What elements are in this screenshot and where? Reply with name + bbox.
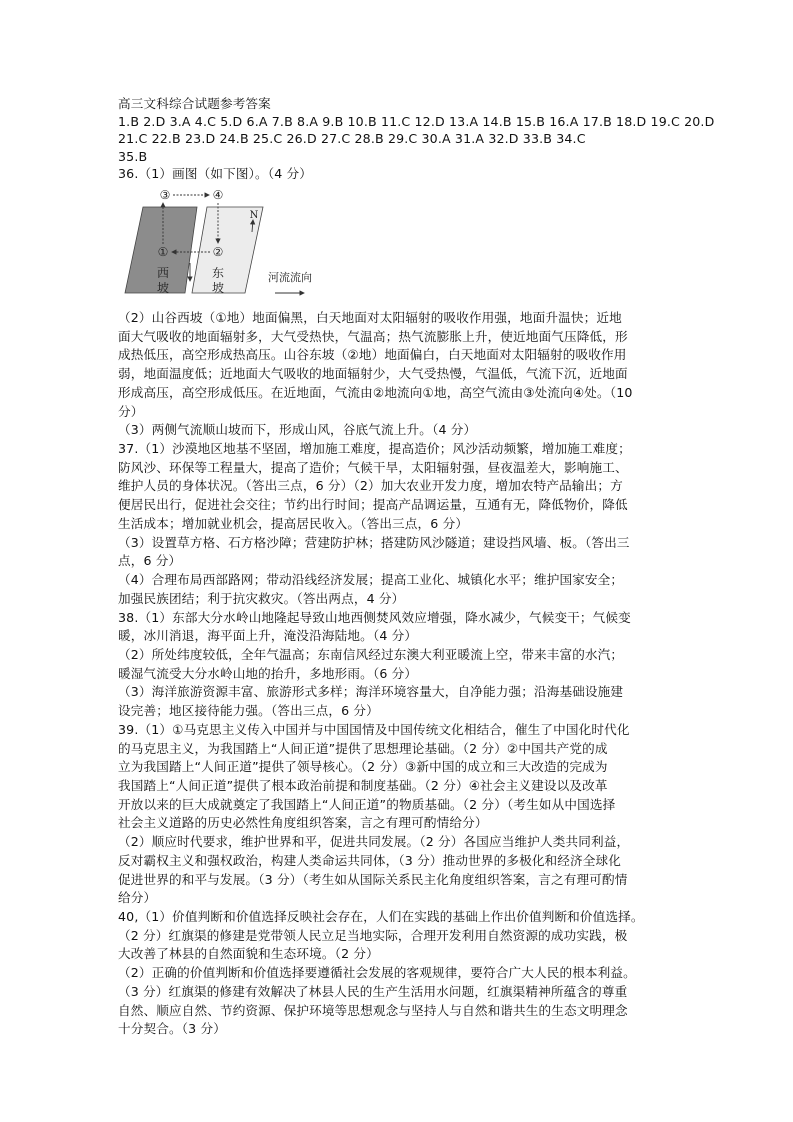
answer-line: 的马克思主义，为我国踏上“人间正道”提供了思想理论基础。（2 分）②中国共产党的成	[118, 740, 608, 756]
answer-line: 40,（1）价值判断和价值选择反映社会存在，人们在实践的基础上作出价值判断和价值选择。	[118, 909, 644, 924]
answer-line: （3 分）红旗渠的修建有效解决了林县人民的生产生活用水问题，红旗渠精神所蕴含的尊重	[118, 983, 628, 999]
answer-line: 反对霸权主义和强权政治，构建人类命运共同体，（3 分）推动世界的多极化和经济全球化	[118, 852, 622, 868]
answer-line: 立为我国踏上“人间正道”提供了领导核心。（2 分）③新中国的成立和三大改造的完成为	[118, 759, 608, 775]
answer-line: （3）海洋旅游资源丰富、旅游形式多样；海洋环境容量大，自净能力强；沿海基础设施建	[118, 684, 624, 700]
north-label: N	[249, 210, 259, 221]
point-4-label: ④	[212, 188, 224, 202]
answer-line: 十分契合。（3 分）	[118, 1021, 226, 1037]
answer-line: （2 分）红旗渠的修建是党带领人民立足当地实际，合理开发利用自然资源的成功实践，极	[118, 927, 628, 943]
west-slope-label-2: 坡	[156, 281, 170, 295]
answer-body	[118, 309, 644, 1039]
answer-line: （3）设置草方格、石方格沙障；营建防护林；搭建防风沙隧道；建设挡风墙、板。（答出三	[118, 534, 630, 550]
answer-line: 社会主义道路的历史必然性角度组织答案，言之有理可酌情给分）	[118, 815, 488, 831]
header-line: 36.（1）画图（如下图）。（4 分）	[118, 166, 313, 182]
answer-line: （2）正确的价值判断和价值选择要遵循社会发展的客观规律，要符合广大人民的根本利益。	[118, 965, 636, 981]
point-3-label: ③	[159, 188, 171, 202]
point-2-label: ②	[212, 245, 224, 259]
answer-line: 加强民族团结；利于抗灾救灾。（答出两点，4 分）	[118, 590, 405, 606]
header-line: 35.B	[118, 148, 148, 164]
answer-line: 给分）	[118, 890, 157, 906]
answer-line: （2）顺应时代要求，维护世界和平，促进共同发展。（2 分）各国应当维护人类共同利益，	[118, 834, 630, 850]
answer-line: 39.（1）①马克思主义传入中国并与中国国情及中国传统文化相结合，催生了中国化时代化	[118, 721, 630, 737]
header-line: 21.C 22.B 23.D 24.B 25.C 26.D 27.C 28.B 29.C 30.A 31.A 32.D 33.B 34.C	[118, 131, 586, 147]
header-line: 1.B 2.D 3.A 4.C 5.D 6.A 7.B 8.A 9.B 10.B 11.C 12.D 13.A 14.B 15.B 16.A 17.B 18.D 19.C 20.D	[118, 113, 715, 129]
answer-line: 生活成本；增加就业机会，提高居民收入。（答出三点，6 分）	[118, 515, 469, 531]
point-1-label: ①	[157, 245, 169, 259]
answer-line: 大改善了林县的自然面貌和生态环境。（2 分）	[118, 946, 379, 962]
answer-line: 点，6 分）	[118, 553, 182, 569]
answer-line: 37.（1）沙漠地区地基不坚固，增加施工难度，提高造价；风沙活动频繁，增加施工难度；	[118, 441, 631, 457]
answer-line: 促进世界的和平与发展。（3 分）（考生如从国际关系民主化角度组织答案，言之有理可酌情	[118, 871, 628, 887]
river-direction-label: 河流流向	[268, 271, 312, 284]
answer-line: 开放以来的巨大成就奠定了我国踏上“人间正道”的物质基础。（2 分）（考生如从中国选择	[118, 796, 616, 812]
answer-line: 面大气吸收的地面辐射多，大气受热快，气温高；热气流膨胀上升，使近地面气压降低，形	[118, 328, 628, 344]
answer-line: 便居民出行，促进社会交往；节约出行时间；提高产品调运量，互通有无，降低物价，降低	[118, 497, 628, 513]
east-slope-label-2: 坡	[211, 281, 225, 295]
answer-line: 成热低压，高空形成热高压。山谷东坡（②地）地面偏白，白天地面对太阳辐射的吸收作用	[118, 347, 627, 363]
answer-line: 弱，地面温度低；近地面大气吸收的地面辐射少，大气受热慢，气温低，气流下沉，近地面	[118, 366, 628, 382]
answer-line: （3）两侧气流顺山坡而下，形成山风，谷底气流上升。（4 分）	[118, 422, 477, 438]
answer-line: （2）山谷西坡（①地）地面偏黑，白天地面对太阳辐射的吸收作用强，地面升温快；近地	[118, 310, 622, 325]
west-slope-label-1: 西	[156, 266, 170, 280]
answer-line: 我国踏上“人间正道”提供了根本政治前提和制度基础。（2 分）④社会主义建设以及改革	[118, 777, 608, 793]
answer-line: 38.（1）东部大分水岭山地隆起导致山地西侧焚风效应增强，降水减少，气候变干；气候变	[118, 609, 631, 625]
answer-line: 维护人员的身体状况。（答出三点，6 分）（2）加大农业开发力度，增加农特产品输出；方	[118, 478, 623, 494]
answer-line: （2）所处纬度较低，全年气温高；东南信风经过东澳大利亚暖流上空，带来丰富的水汽；	[118, 646, 624, 662]
answer-line: 分）	[118, 403, 144, 419]
answer-line: 自然、顺应自然、节约资源、保护环境等思想观念与坚持人与自然和谐共生的生态文明理念	[118, 1002, 628, 1018]
header-line: 高三文科综合试题参考答案	[118, 96, 271, 111]
answer-line: 设完善；地区接待能力强。（答出三点，6 分）	[118, 703, 379, 719]
answer-line: 防风沙、环保等工程量大，提高了造价；气候干旱，太阳辐射强，昼夜温差大，影响施工、	[118, 459, 628, 475]
answer-line: （4）合理布局西部路网；带动沿线经济发展；提高工业化、城镇化水平；维护国家安全；	[118, 572, 624, 588]
answer-line: 暖湿气流受大分水岭山地的抬升，多地形雨。（6 分）	[118, 665, 418, 681]
answer-line: 暖，冰川消退，海平面上升，淹没沿海陆地。（4 分）	[118, 628, 418, 644]
east-slope-label-1: 东	[211, 266, 225, 280]
answer-line: 形成高压，高空形成低压。在近地面，气流由②地流向①地，高空气流由③处流向④处。（10	[118, 384, 633, 400]
valley-wind-diagram	[110, 180, 360, 310]
answer-key-header	[118, 95, 714, 183]
